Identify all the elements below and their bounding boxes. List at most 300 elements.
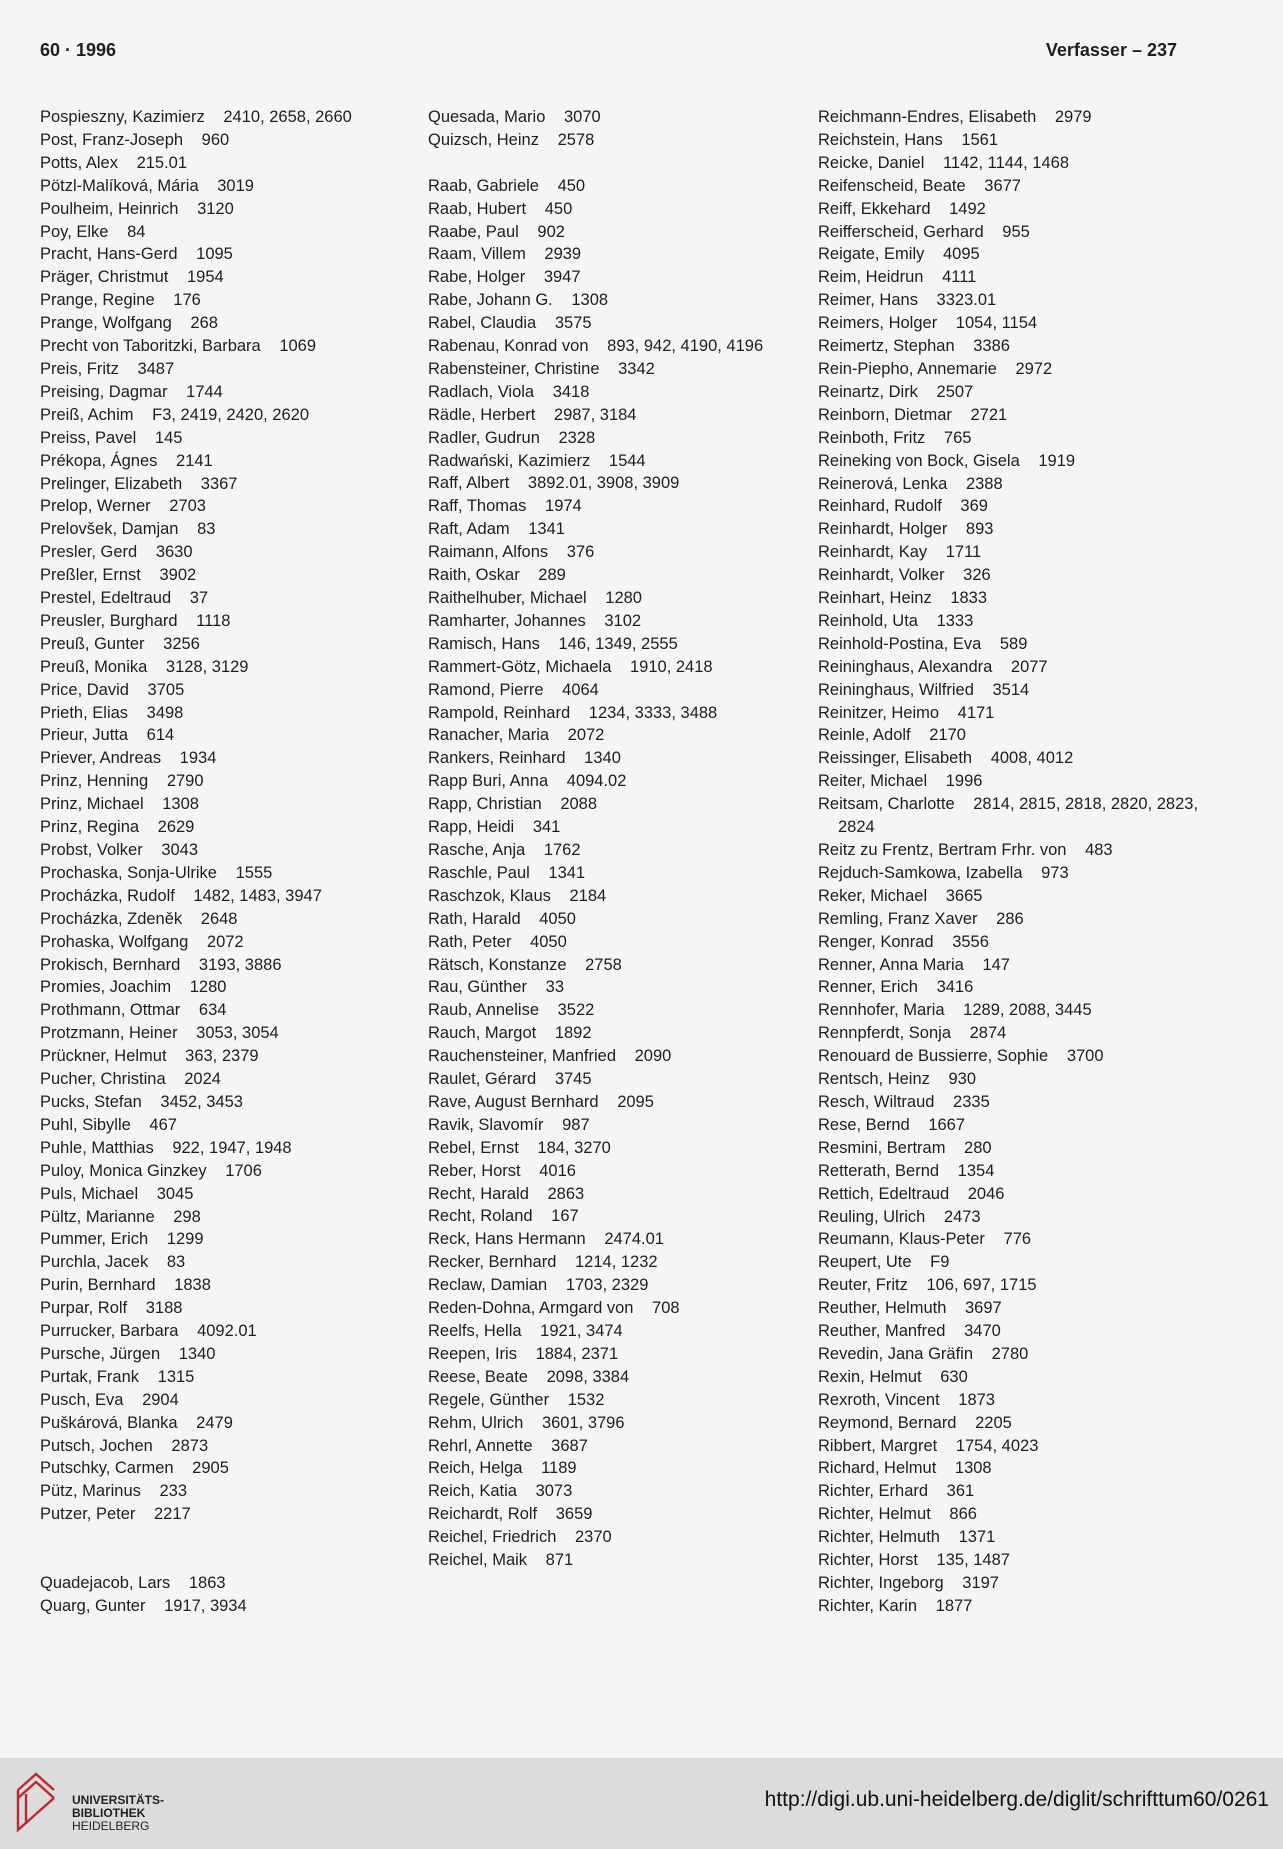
entry-numbers: 147 <box>982 955 1010 974</box>
author-name: Reker, Michael <box>818 886 928 905</box>
author-name: Potts, Alex <box>40 153 118 172</box>
author-name: Radlach, Viola <box>428 382 535 401</box>
entry-numbers: 2328 <box>558 428 596 447</box>
index-entry <box>818 1549 1218 1572</box>
author-name: Pucks, Stefan <box>40 1092 142 1111</box>
author-name: Rabe, Holger <box>428 268 526 287</box>
entry-numbers: 2939 <box>544 245 582 264</box>
index-entry <box>40 1091 440 1114</box>
index-entry <box>818 358 1218 381</box>
index-entry <box>818 495 1218 518</box>
entry-numbers: 1877 <box>935 1596 973 1615</box>
author-name: Reuther, Helmuth <box>818 1299 947 1318</box>
entry-numbers: 369 <box>960 497 988 516</box>
blank-line <box>40 1549 440 1572</box>
entry-numbers: 1754, 4023 <box>955 1436 1039 1455</box>
index-entry <box>40 289 440 312</box>
index-entry <box>40 1412 440 1435</box>
author-name: Prokisch, Bernhard <box>40 955 181 974</box>
index-entry <box>428 266 828 289</box>
author-name: Purin, Bernhard <box>40 1276 156 1295</box>
author-name: Rapp Buri, Anna <box>428 772 549 791</box>
entry-numbers: 4092.01 <box>197 1322 257 1341</box>
author-name: Rabel, Claudia <box>428 314 537 333</box>
author-name: Retterath, Bernd <box>818 1161 940 1180</box>
author-name: Reupert, Ute <box>818 1253 912 1272</box>
page-header <box>40 40 1177 64</box>
index-entry <box>818 1022 1218 1045</box>
author-name: Reinerová, Lenka <box>818 474 948 493</box>
author-name: Putschky, Carmen <box>40 1459 174 1478</box>
index-entry <box>818 1435 1218 1458</box>
author-name: Rätsch, Konstanze <box>428 955 567 974</box>
author-name: Rese, Bernd <box>818 1115 910 1134</box>
index-entry <box>428 564 828 587</box>
entry-numbers: 286 <box>996 909 1024 928</box>
author-name: Reymond, Bernard <box>818 1413 957 1432</box>
author-name: Reiff, Ekkehard <box>818 199 931 218</box>
entry-numbers: 1299 <box>166 1230 204 1249</box>
entry-numbers: 4171 <box>957 703 995 722</box>
author-name: Reifenscheid, Beate <box>818 176 966 195</box>
blank-line <box>40 1526 440 1549</box>
footer-bar <box>0 1758 1283 1849</box>
index-entry <box>40 954 440 977</box>
index-entry <box>428 129 828 152</box>
author-name: Poy, Elke <box>40 222 109 241</box>
entry-numbers: 3416 <box>936 978 974 997</box>
author-name: Reininghaus, Wilfried <box>818 680 974 699</box>
index-entry <box>40 656 440 679</box>
entry-numbers: 289 <box>538 566 566 585</box>
index-entry <box>428 976 828 999</box>
index-entry <box>428 885 828 908</box>
author-name: Raff, Albert <box>428 474 510 493</box>
author-name: Rapp, Heidi <box>428 818 515 837</box>
index-entry <box>818 610 1218 633</box>
entry-numbers: 2098, 3384 <box>546 1367 630 1386</box>
entry-numbers: 1833 <box>950 589 988 608</box>
index-entry <box>818 1206 1218 1229</box>
index-entry <box>40 610 440 633</box>
author-name: Renouard de Bussierre, Sophie <box>818 1047 1049 1066</box>
source-url-link[interactable]: http://digi.ub.uni-heidelberg.de/diglit/schrifttum60/0261 <box>764 1788 1269 1811</box>
index-entry <box>40 633 440 656</box>
author-name: Prieur, Jutta <box>40 726 129 745</box>
index-entry <box>818 243 1218 266</box>
index-entry <box>818 1366 1218 1389</box>
author-name: Reumann, Klaus-Peter <box>818 1230 985 1249</box>
index-entry <box>818 1068 1218 1091</box>
author-name: Reigate, Emily <box>818 245 925 264</box>
entry-numbers: 4050 <box>539 909 576 928</box>
entry-numbers: 3053, 3054 <box>196 1024 279 1043</box>
entry-numbers: 866 <box>949 1505 977 1524</box>
entry-numbers: 2874 <box>969 1024 1007 1043</box>
entry-numbers: 1910, 2418 <box>629 657 713 676</box>
author-name: Purrucker, Barbara <box>40 1322 179 1341</box>
entry-numbers: 1974 <box>545 497 582 516</box>
entry-numbers: F9 <box>930 1253 950 1272</box>
index-entry <box>40 1480 440 1503</box>
author-name: Raith, Oskar <box>428 566 520 585</box>
index-entry <box>40 1572 440 1595</box>
index-entry <box>428 587 828 610</box>
index-entry <box>818 1389 1218 1412</box>
author-name: Prelop, Werner <box>40 497 151 516</box>
entry-numbers: 3665 <box>945 886 983 905</box>
author-name: Rexroth, Vincent <box>818 1390 940 1409</box>
index-entry <box>428 1068 828 1091</box>
index-entry <box>40 1228 440 1251</box>
author-name: Prinz, Henning <box>40 772 149 791</box>
index-entry <box>818 1412 1218 1435</box>
entry-numbers: 871 <box>545 1551 574 1570</box>
index-column-3 <box>818 106 1218 1618</box>
index-entry <box>818 1503 1218 1526</box>
entry-numbers: 4095 <box>942 245 980 264</box>
logo-line-3: HEIDELBERG <box>72 1819 150 1833</box>
entry-numbers: 3705 <box>147 680 185 699</box>
author-name: Ramond, Pierre <box>428 680 544 699</box>
author-name: Prestel, Edeltraud <box>40 589 172 608</box>
author-name: Procházka, Zdeněk <box>40 909 183 928</box>
index-entry <box>428 472 828 495</box>
entry-numbers: 2388 <box>965 474 1003 493</box>
index-entry <box>818 541 1218 564</box>
index-entry <box>428 1297 828 1320</box>
entry-numbers: 83 <box>197 520 216 539</box>
entry-numbers: 2648 <box>200 909 238 928</box>
index-entry <box>40 312 440 335</box>
index-entry <box>428 908 828 931</box>
library-logo-text <box>72 1794 164 1833</box>
index-entry <box>40 1137 440 1160</box>
entry-numbers: 1280 <box>605 589 642 608</box>
entry-numbers: 3487 <box>137 359 175 378</box>
author-name: Resmini, Bertram <box>818 1138 946 1157</box>
entry-numbers: 1308 <box>162 795 199 814</box>
author-name: Ramisch, Hans <box>428 634 540 653</box>
index-entry <box>428 931 828 954</box>
index-entry <box>40 152 440 175</box>
index-entry <box>40 1274 440 1297</box>
author-name: Radwański, Kazimierz <box>428 451 591 470</box>
author-name: Quesada, Mario <box>428 108 546 126</box>
index-entry <box>40 976 440 999</box>
author-name: Reinhold, Uta <box>818 611 918 630</box>
entry-numbers: 1863 <box>188 1573 226 1592</box>
entry-numbers: 106, 697, 1715 <box>926 1276 1037 1295</box>
entry-numbers: 1917, 3934 <box>164 1596 247 1615</box>
entry-numbers: 1482, 1483, 3947 <box>193 886 322 905</box>
index-entry <box>818 976 1218 999</box>
index-entry <box>818 1137 1218 1160</box>
author-name: Raft, Adam <box>428 520 510 539</box>
author-name: Probst, Volker <box>40 841 143 859</box>
index-entry <box>818 656 1218 679</box>
entry-numbers: 2905 <box>192 1459 229 1478</box>
page-number-year: 60 · 1996 <box>40 40 117 60</box>
author-name: Priever, Andreas <box>40 749 162 768</box>
index-entry <box>818 1572 1218 1595</box>
author-name: Reicke, Daniel <box>818 153 925 172</box>
author-name: Reinborn, Dietmar <box>818 405 952 424</box>
index-entry <box>428 541 828 564</box>
author-name: Raulet, Gérard <box>428 1070 537 1089</box>
author-name: Promies, Joachim <box>40 978 172 997</box>
entry-numbers: 893, 942, 4190, 4196 <box>607 337 764 356</box>
author-name: Rave, August Bernhard <box>428 1092 599 1111</box>
index-entry <box>818 1183 1218 1206</box>
index-entry <box>428 495 828 518</box>
author-name: Pütz, Marinus <box>40 1482 141 1501</box>
entry-numbers: 2095 <box>617 1092 654 1111</box>
author-name: Preis, Fritz <box>40 359 119 378</box>
author-name: Reich, Katia <box>428 1482 517 1501</box>
author-name: Pracht, Hans-Gerd <box>40 245 178 264</box>
entry-numbers: 2629 <box>157 818 195 837</box>
author-name: Rammert-Götz, Michaela <box>428 657 612 676</box>
entry-numbers: 3102 <box>604 611 642 630</box>
entry-numbers: 614 <box>146 726 175 745</box>
index-entry <box>818 908 1218 931</box>
entry-numbers: 2410, 2658, 2660 <box>223 108 352 126</box>
entry-numbers: 630 <box>940 1367 968 1386</box>
index-entry <box>818 564 1218 587</box>
author-name: Prothmann, Ottmar <box>40 1001 181 1020</box>
index-entry <box>818 381 1218 404</box>
author-name: Prohaska, Wolfgang <box>40 932 189 951</box>
entry-numbers: 450 <box>544 199 573 218</box>
index-entry <box>818 335 1218 358</box>
index-entry <box>818 1274 1218 1297</box>
index-entry <box>818 266 1218 289</box>
author-name: Remling, Franz Xaver <box>818 909 978 928</box>
index-entry <box>818 885 1218 908</box>
entry-numbers: 363, 2379 <box>185 1047 259 1066</box>
entry-numbers: 2205 <box>975 1413 1012 1432</box>
author-name: Prange, Regine <box>40 291 155 310</box>
entry-numbers: 1711 <box>945 543 982 562</box>
author-name: Rabenau, Konrad von <box>428 337 589 356</box>
index-entry <box>40 702 440 725</box>
entry-numbers: 1095 <box>196 245 233 264</box>
author-name: Pospieszny, Kazimierz <box>40 108 205 126</box>
entry-numbers: 4008, 4012 <box>990 749 1074 768</box>
author-name: Rasche, Anja <box>428 840 526 859</box>
index-entry <box>40 1457 440 1480</box>
entry-numbers: 634 <box>198 1001 227 1020</box>
author-name: Reich, Helga <box>428 1459 523 1478</box>
index-entry <box>818 175 1218 198</box>
author-name: Rau, Günther <box>428 978 528 997</box>
author-name: Raff, Thomas <box>428 497 527 516</box>
entry-numbers: 1892 <box>554 1024 592 1043</box>
author-name: Rentsch, Heinz <box>818 1070 930 1089</box>
author-name: Recht, Roland <box>428 1207 533 1226</box>
entry-numbers: 3947 <box>543 268 581 287</box>
entry-numbers: 3193, 3886 <box>198 955 282 974</box>
author-name: Rennhofer, Maria <box>818 1001 945 1020</box>
entry-numbers: 167 <box>551 1207 579 1226</box>
author-name: Reichel, Friedrich <box>428 1528 557 1547</box>
author-name: Rath, Harald <box>428 909 521 928</box>
author-name: Reichel, Maik <box>428 1551 528 1570</box>
entry-numbers: 2473 <box>943 1207 981 1226</box>
entry-numbers: 1555 <box>235 863 273 882</box>
entry-numbers: 3522 <box>557 1001 595 1020</box>
entry-numbers: 3575 <box>554 314 592 333</box>
author-name: Rebel, Ernst <box>428 1138 519 1157</box>
index-entry <box>428 1343 828 1366</box>
index-entry <box>428 450 828 473</box>
entry-numbers: 3120 <box>197 199 234 218</box>
author-name: Preising, Dagmar <box>40 382 168 401</box>
entry-numbers: 1492 <box>949 199 986 218</box>
author-name: Reitz zu Frentz, Bertram Frhr. von <box>818 841 1067 859</box>
author-name: Renner, Anna Maria <box>818 955 964 974</box>
index-column-1 <box>40 106 440 1618</box>
index-entry <box>818 793 1218 839</box>
entry-numbers: 3452, 3453 <box>160 1092 243 1111</box>
index-entry <box>40 473 440 496</box>
author-name: Rehm, Ulrich <box>428 1413 524 1432</box>
author-name: Prelinger, Elizabeth <box>40 474 183 493</box>
index-entry <box>428 106 828 129</box>
entry-numbers: 1371 <box>958 1528 996 1547</box>
entry-numbers: 3498 <box>146 703 184 722</box>
entry-numbers: 3514 <box>992 680 1030 699</box>
entry-numbers: 765 <box>943 428 972 447</box>
author-name: Richter, Erhard <box>818 1482 929 1501</box>
author-name: Price, David <box>40 680 129 699</box>
author-name: Purpar, Rolf <box>40 1299 128 1318</box>
author-name: Reimer, Hans <box>818 291 918 310</box>
entry-numbers: 2873 <box>171 1436 209 1455</box>
entry-numbers: 2979 <box>1054 108 1092 126</box>
author-name: Prelovšek, Damjan <box>40 520 179 539</box>
entry-numbers: 2758 <box>585 955 622 974</box>
author-name: Puhle, Matthias <box>40 1138 154 1157</box>
library-logo[interactable] <box>14 1770 214 1840</box>
entry-numbers: 3697 <box>965 1299 1002 1318</box>
index-entry <box>818 587 1218 610</box>
entry-numbers: 215.01 <box>136 153 188 172</box>
author-name: Reinhold-Postina, Eva <box>818 634 982 653</box>
entry-numbers: 4111 <box>942 268 977 287</box>
author-name: Precht von Taboritzki, Barbara <box>40 337 261 356</box>
author-name: Richter, Helmut <box>818 1505 931 1524</box>
entry-numbers: 1561 <box>961 130 999 149</box>
entry-numbers: 2090 <box>634 1047 672 1066</box>
author-name: Rabensteiner, Christine <box>428 359 600 378</box>
index-entry <box>40 816 440 839</box>
index-entry <box>818 770 1218 793</box>
index-entry <box>428 839 828 862</box>
index-entry <box>40 198 440 221</box>
entry-numbers: 326 <box>963 566 991 585</box>
author-name: Pucher, Christina <box>40 1070 166 1089</box>
author-name: Reepen, Iris <box>428 1344 517 1363</box>
index-column-2 <box>428 106 828 1572</box>
index-entry <box>428 1091 828 1114</box>
author-name: Rauch, Margot <box>428 1024 537 1043</box>
index-entry <box>818 931 1218 954</box>
entry-numbers: 1340 <box>178 1344 216 1363</box>
index-entry <box>428 1526 828 1549</box>
author-name: Rapp, Christian <box>428 795 542 814</box>
index-entry <box>818 839 1218 862</box>
entry-numbers: 4050 <box>530 932 567 951</box>
entry-numbers: 3367 <box>200 474 238 493</box>
index-entry <box>428 381 828 404</box>
entry-numbers: 3601, 3796 <box>541 1413 625 1432</box>
index-entry <box>818 747 1218 770</box>
index-entry <box>40 427 440 450</box>
index-entry <box>428 1205 828 1228</box>
entry-numbers: 268 <box>190 314 218 333</box>
index-entry <box>40 1435 440 1458</box>
logo-line-2: BIBLIOTHEK <box>72 1806 146 1820</box>
entry-numbers: 1142, 1144, 1468 <box>942 153 1069 172</box>
author-name: Richter, Horst <box>818 1551 918 1570</box>
entry-numbers: 1308 <box>571 291 609 310</box>
index-entry <box>428 724 828 747</box>
author-name: Reissinger, Elisabeth <box>818 749 973 768</box>
entry-numbers: 776 <box>1003 1230 1032 1249</box>
index-entry <box>40 1343 440 1366</box>
author-name: Resch, Wiltraud <box>818 1092 935 1111</box>
author-name: Raabe, Paul <box>428 222 519 241</box>
index-entry <box>40 106 440 129</box>
author-name: Preiß, Achim <box>40 405 134 424</box>
entry-numbers: 450 <box>557 176 586 195</box>
index-entry <box>428 221 828 244</box>
entry-numbers: 930 <box>948 1070 977 1089</box>
entry-numbers: 2814, 2815, 2818, 2820, 2823, 2824 <box>838 795 1199 837</box>
index-entry <box>40 793 440 816</box>
index-entry <box>428 1366 828 1389</box>
entry-numbers: 84 <box>127 222 146 241</box>
entry-numbers: 298 <box>173 1207 201 1226</box>
author-name: Reber, Horst <box>428 1161 521 1180</box>
entry-numbers: 987 <box>562 1115 590 1134</box>
entry-numbers: 135, 1487 <box>936 1551 1010 1570</box>
author-name: Renner, Erich <box>818 978 918 997</box>
entry-numbers: 1333 <box>936 611 974 630</box>
index-entry <box>428 427 828 450</box>
index-entry <box>40 1366 440 1389</box>
entry-numbers: 1118 <box>196 611 231 630</box>
entry-numbers: 467 <box>149 1115 177 1134</box>
author-name: Reifferscheid, Gerhard <box>818 222 984 241</box>
index-entry <box>428 679 828 702</box>
index-entry <box>40 1045 440 1068</box>
index-entry <box>818 1114 1218 1137</box>
author-name: Raab, Hubert <box>428 199 527 218</box>
index-entry <box>40 450 440 473</box>
entry-numbers: 2024 <box>184 1070 221 1089</box>
index-entry <box>818 999 1218 1022</box>
index-entry <box>818 312 1218 335</box>
entry-numbers: 3556 <box>952 932 989 951</box>
entry-numbers: 1341 <box>528 520 565 539</box>
index-entry <box>40 587 440 610</box>
index-entry <box>40 495 440 518</box>
entry-numbers: 3073 <box>535 1482 573 1501</box>
index-entry <box>428 793 828 816</box>
